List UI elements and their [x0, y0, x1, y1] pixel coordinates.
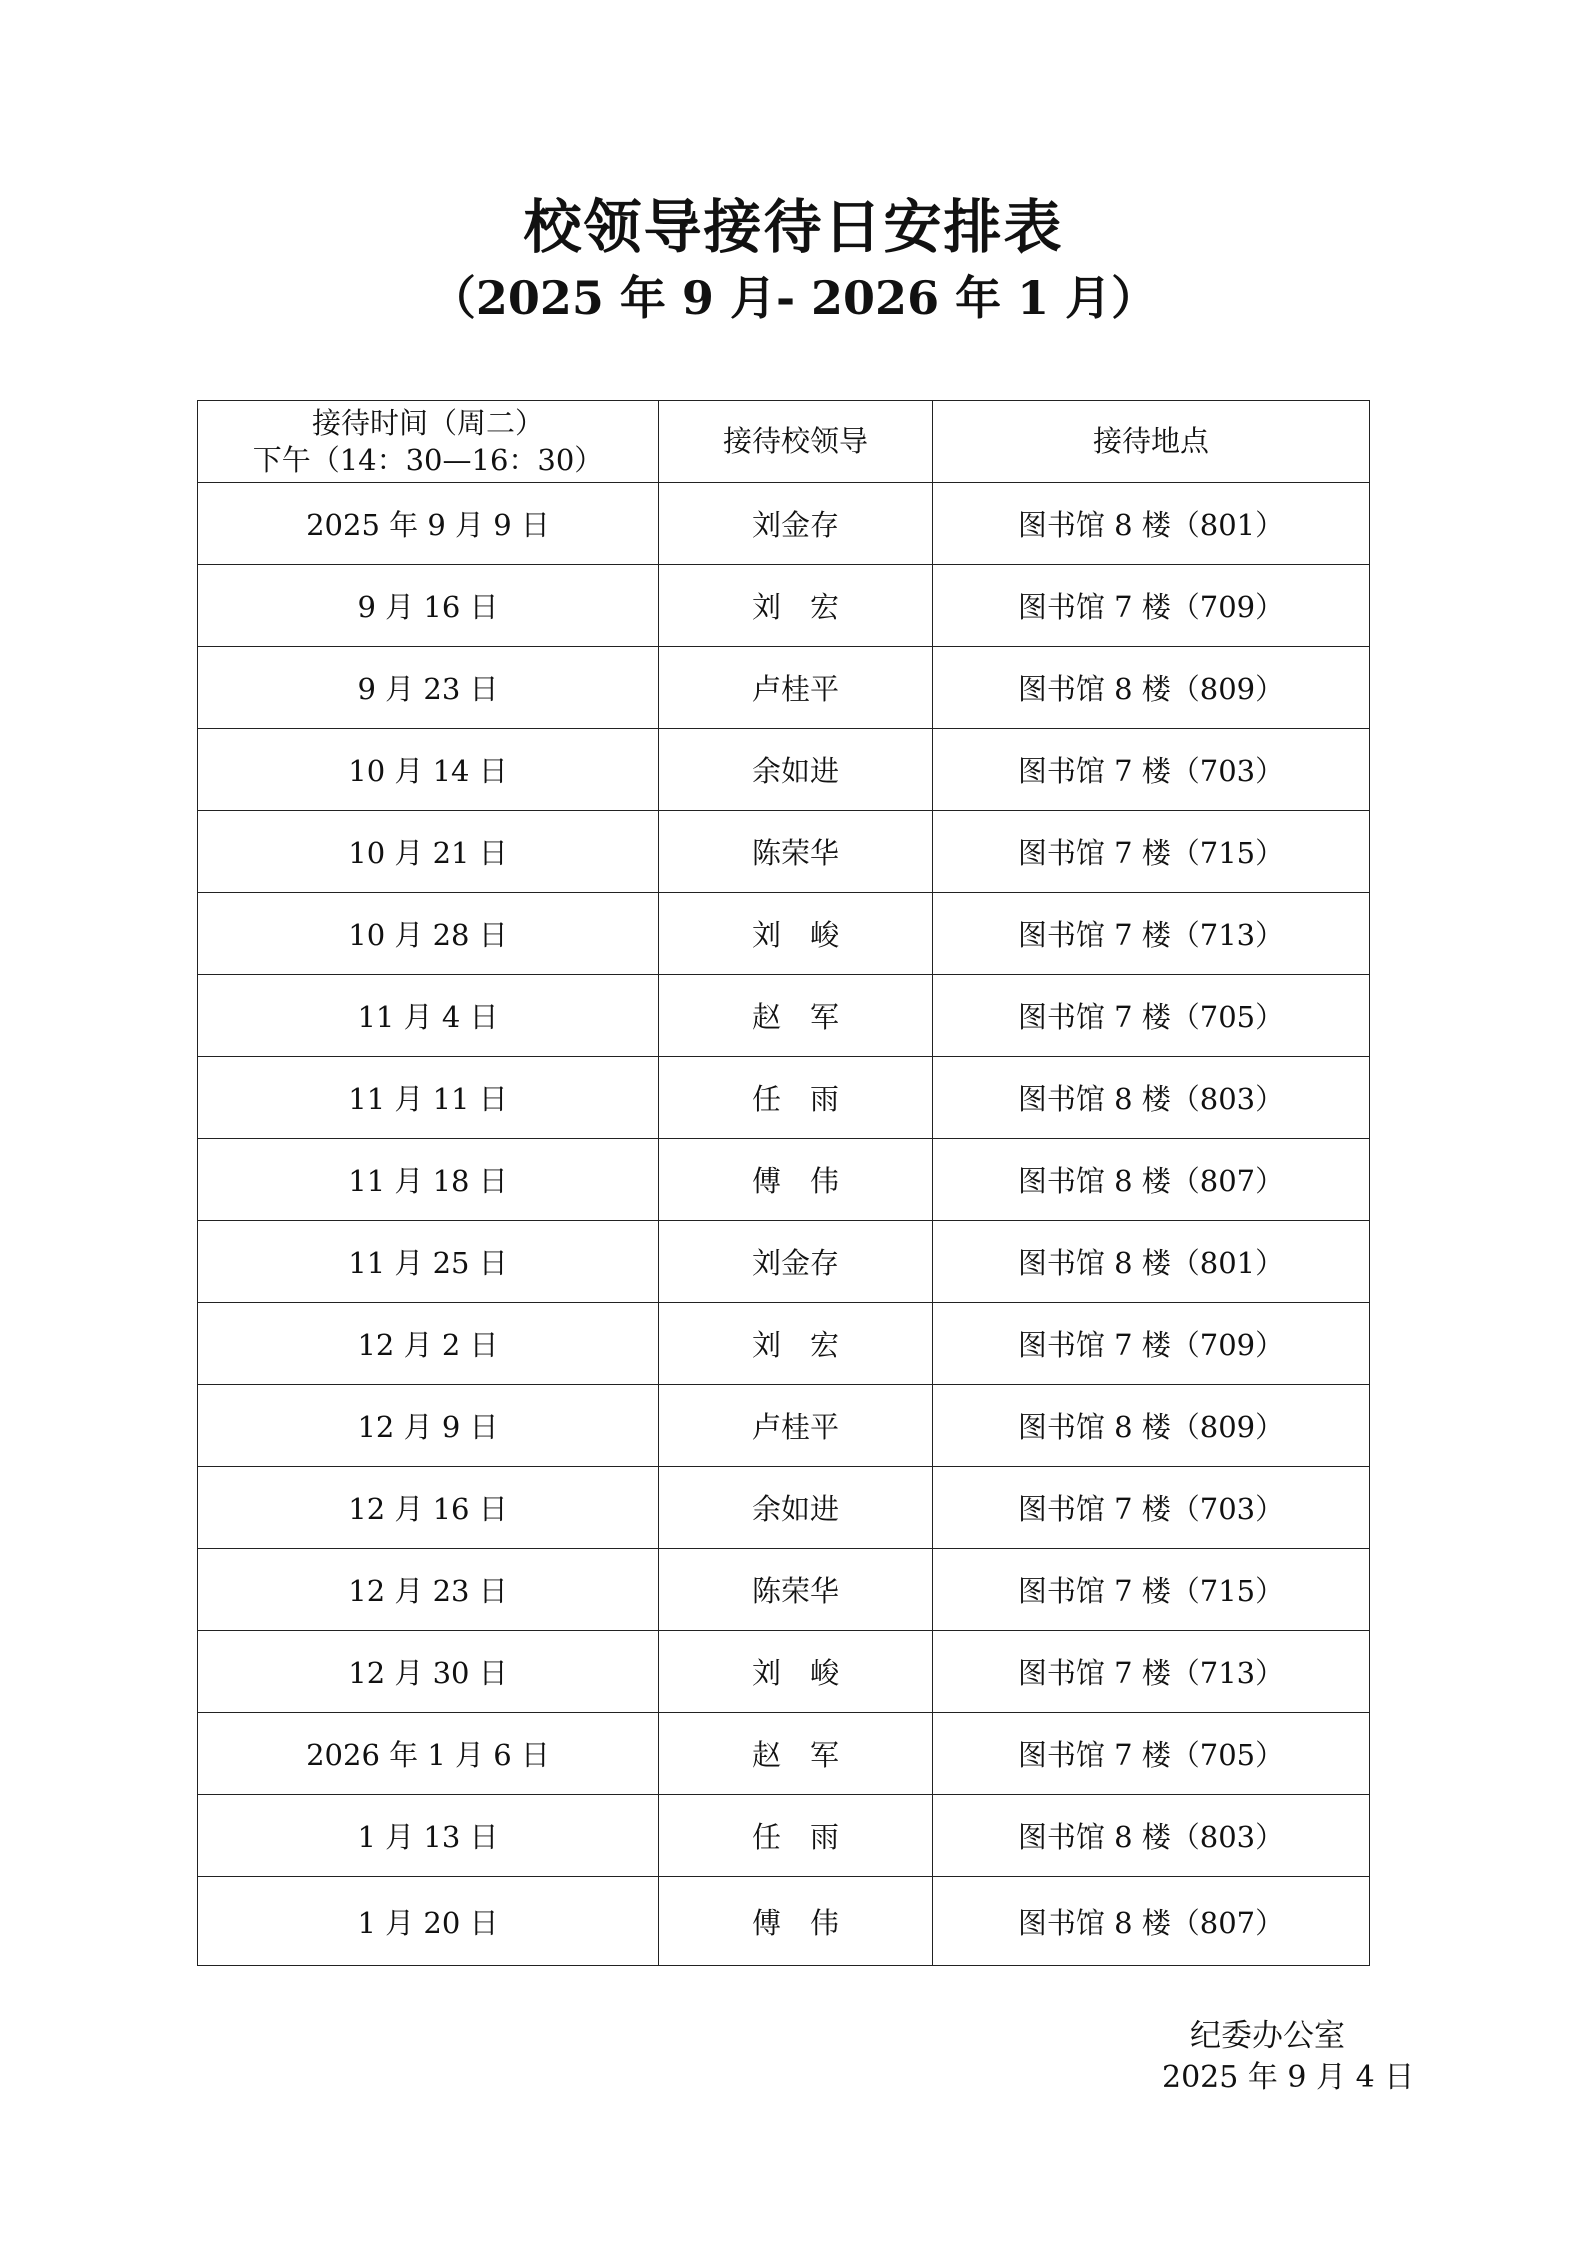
cell-place: 图书馆 7 楼（709） [933, 1303, 1370, 1385]
cell-date: 10 月 21 日 [198, 811, 659, 893]
header-place: 接待地点 [933, 401, 1370, 483]
cell-place: 图书馆 7 楼（703） [933, 1467, 1370, 1549]
cell-place: 图书馆 8 楼（807） [933, 1877, 1370, 1966]
table-row [198, 729, 1370, 811]
cell-leader: 刘 宏 [659, 1303, 933, 1385]
cell-place: 图书馆 8 楼（803） [933, 1795, 1370, 1877]
cell-leader: 刘 峻 [659, 1631, 933, 1713]
cell-leader: 刘金存 [659, 1221, 933, 1303]
cell-leader: 任 雨 [659, 1057, 933, 1139]
cell-place: 图书馆 7 楼（715） [933, 811, 1370, 893]
issue-date: 2025 年 9 月 4 日 [1162, 2060, 1415, 2095]
issuing-office: 纪委办公室 [1190, 2018, 1345, 2054]
cell-place: 图书馆 7 楼（715） [933, 1549, 1370, 1631]
cell-leader: 卢桂平 [659, 1385, 933, 1467]
table-row [198, 975, 1370, 1057]
cell-place: 图书馆 7 楼（713） [933, 1631, 1370, 1713]
cell-place: 图书馆 8 楼（801） [933, 483, 1370, 565]
cell-date: 11 月 4 日 [198, 975, 659, 1057]
cell-place: 图书馆 7 楼（705） [933, 1713, 1370, 1795]
header-time-line2: 下午（14：30—16：30） [252, 442, 604, 477]
cell-place: 图书馆 8 楼（801） [933, 1221, 1370, 1303]
cell-place: 图书馆 7 楼（703） [933, 729, 1370, 811]
cell-leader: 傅 伟 [659, 1877, 933, 1966]
table-row [198, 647, 1370, 729]
cell-place: 图书馆 8 楼（803） [933, 1057, 1370, 1139]
table-header [198, 401, 1370, 483]
document-title: 校领导接待日安排表 [523, 193, 1064, 261]
reception-schedule-table [197, 400, 1370, 1966]
cell-date: 2026 年 1 月 6 日 [198, 1713, 659, 1795]
cell-place: 图书馆 8 楼（809） [933, 647, 1370, 729]
cell-date: 10 月 28 日 [198, 893, 659, 975]
cell-leader: 余如进 [659, 1467, 933, 1549]
table-row [198, 1057, 1370, 1139]
cell-date: 2025 年 9 月 9 日 [198, 483, 659, 565]
cell-leader: 陈荣华 [659, 811, 933, 893]
cell-place: 图书馆 7 楼（709） [933, 565, 1370, 647]
cell-leader: 傅 伟 [659, 1139, 933, 1221]
table-row [198, 483, 1370, 565]
table-body [198, 483, 1370, 1966]
cell-date: 11 月 25 日 [198, 1221, 659, 1303]
table-row [198, 811, 1370, 893]
cell-place: 图书馆 8 楼（809） [933, 1385, 1370, 1467]
table-row [198, 1385, 1370, 1467]
table-row [198, 1467, 1370, 1549]
table-row [198, 1221, 1370, 1303]
cell-leader: 刘 宏 [659, 565, 933, 647]
cell-date: 12 月 30 日 [198, 1631, 659, 1713]
cell-leader: 刘 峻 [659, 893, 933, 975]
cell-place: 图书馆 7 楼（713） [933, 893, 1370, 975]
cell-leader: 赵 军 [659, 1713, 933, 1795]
table-row [198, 1549, 1370, 1631]
cell-date: 12 月 9 日 [198, 1385, 659, 1467]
cell-leader: 余如进 [659, 729, 933, 811]
table-row [198, 1631, 1370, 1713]
cell-leader: 赵 军 [659, 975, 933, 1057]
cell-date: 12 月 16 日 [198, 1467, 659, 1549]
cell-place: 图书馆 7 楼（705） [933, 975, 1370, 1057]
table-row [198, 1713, 1370, 1795]
cell-date: 12 月 23 日 [198, 1549, 659, 1631]
cell-leader: 卢桂平 [659, 647, 933, 729]
cell-date: 10 月 14 日 [198, 729, 659, 811]
document-subtitle: （2025 年 9 月- 2026 年 1 月） [429, 271, 1158, 325]
table-row [198, 1877, 1370, 1966]
cell-place: 图书馆 8 楼（807） [933, 1139, 1370, 1221]
cell-leader: 任 雨 [659, 1795, 933, 1877]
header-time-line1: 接待时间（周二） [311, 405, 544, 440]
table-row [198, 893, 1370, 975]
header-reception-time [198, 401, 659, 483]
header-leader: 接待校领导 [659, 401, 933, 483]
cell-date: 12 月 2 日 [198, 1303, 659, 1385]
cell-date: 1 月 13 日 [198, 1795, 659, 1877]
cell-date: 11 月 18 日 [198, 1139, 659, 1221]
cell-date: 9 月 16 日 [198, 565, 659, 647]
cell-date: 1 月 20 日 [198, 1877, 659, 1966]
header-row [198, 401, 1370, 483]
table-row [198, 1303, 1370, 1385]
table-row [198, 1795, 1370, 1877]
table-row [198, 1139, 1370, 1221]
cell-leader: 陈荣华 [659, 1549, 933, 1631]
cell-date: 11 月 11 日 [198, 1057, 659, 1139]
cell-leader: 刘金存 [659, 483, 933, 565]
cell-date: 9 月 23 日 [198, 647, 659, 729]
table-row [198, 565, 1370, 647]
